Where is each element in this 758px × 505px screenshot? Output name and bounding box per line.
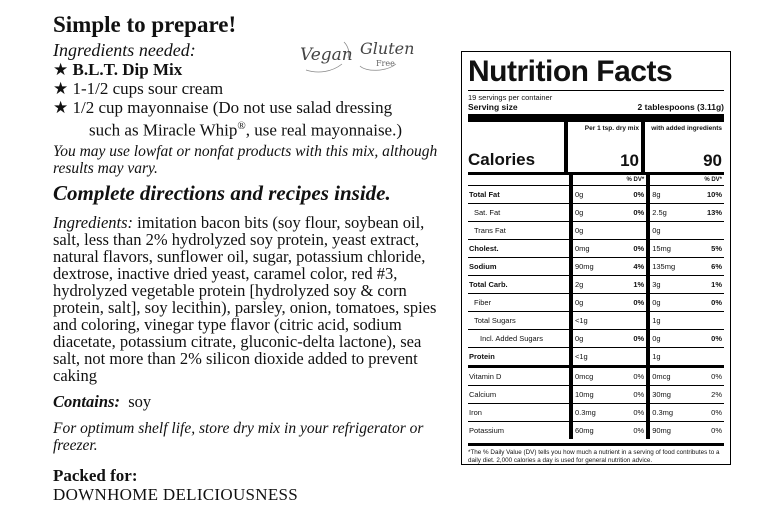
nutrition-title: Nutrition Facts <box>468 55 673 88</box>
prepare-heading: Simple to prepare! <box>53 12 237 37</box>
lowfat-note: You may use lowfat or nonfat products with this mix, although results may vary. <box>53 142 438 177</box>
nutrition-facts-panel <box>461 51 731 465</box>
vegan-logo: Vegan <box>300 45 353 65</box>
nutrient-row: Iron 0.3mg 0% 0.3mg 0% <box>468 404 724 422</box>
col2-calories: 90 <box>703 151 722 170</box>
nutrient-row: Sodium 90mg 4% 135mg 6% <box>468 258 724 276</box>
serving-size: Serving size 2 tablespoons (3.11g) <box>468 102 724 112</box>
diet-logos <box>296 34 416 83</box>
nutrient-row: Potassium 60mg 0% 90mg 0% <box>468 422 724 440</box>
nutrient-row: Fiber 0g 0% 0g 0% <box>468 294 724 312</box>
nutrient-row: Sat. Fat 0g 0% 2.5g 13% <box>468 204 724 222</box>
ingredients-label: Ingredients: <box>53 212 134 232</box>
list-item-continued: such as Miracle Whip®, use real mayonnaise.) <box>89 120 403 140</box>
nutrient-row: Calcium 10mg 0% 30mg 2% <box>468 386 724 404</box>
shelf-life-note: For optimum shelf life, store dry mix in your refrigerator or freezer. <box>53 419 424 454</box>
col1-calories: 10 <box>620 151 639 170</box>
list-item: ★ B.L.T. Dip Mix <box>53 60 183 79</box>
nutrient-row: Total Fat 0g 0% 8g 10% <box>468 186 724 204</box>
nutrient-row: Cholest. 0mg 0% 15mg 5% <box>468 240 724 258</box>
nutrient-row: Vitamin D 0mcg 0% 0mcg 0% <box>468 367 724 386</box>
vegan-gluten-free-logo <box>296 34 416 78</box>
ingredients-paragraph: Ingredients: imitation bacon bits (soy flour, soybean oil, salt, less than 2% hydrolyzed soy protein, yeast extract, natural flavors, sunflower oil, sugar, potassium chloride, dextrose, inactive dried yeast, caramel color, red #3, hydrolyzed vegetable protein [hydrolyzed soy & corn protein, salt], soy lecithin), parsley, onion, tomatoes, spies and coloring, vinegar type flavor (citric acid, sodium diacetate, potassium citrate, gluconic-delta lactone), sea salt, not more than 2% silicon dioxide added to prevent caking <box>53 212 437 385</box>
list-item: ★ 1-1/2 cups sour cream <box>53 79 224 98</box>
nutrient-row: Incl. Added Sugars 0g 0% 0g 0% <box>468 330 724 348</box>
nutrient-row: Total Sugars <1g 1g <box>468 312 724 330</box>
complete-directions: Complete directions and recipes inside. <box>53 180 391 205</box>
col1-header: Per 1 tsp. dry mix <box>584 125 639 132</box>
dv-footnote: *The % Daily Value (DV) tells you how much a nutrient in a serving of food contributes to a daily diet. 2,000 calories a day is used for general nutrition advice. <box>468 443 724 464</box>
company-name: DOWNHOME DELICIOUSNESS <box>53 484 299 504</box>
nutrient-table: % DV* % DV* Total Fat 0g 0% 8g 10% Sat. Fat 0g 0% 2.5g 13% Trans Fat 0g 0g Cholest. 0mg 0% 15mg 5% Sodium 90mg 4% 135mg 6% Total Carb. 2g 1% 3g 1% Fiber 0g 0% 0g 0% Total Sugars <1g 1g Incl. Added Sugars 0g 0% 0g 0% Protein <1g 1g Vitamin D 0mcg 0% 0mcg 0% Calcium 10mg 0% 30mg 2% Iron 0.3mg 0% 0.3mg 0% Potassium 60mg 0% 90mg 0% <box>468 172 724 439</box>
list-item: ★ 1/2 cup mayonnaise (Do not use salad dressing <box>53 98 393 117</box>
nutrient-row: Trans Fat 0g 0g <box>468 222 724 240</box>
left-column <box>53 10 438 505</box>
servings-per-container: 19 servings per container <box>468 93 553 102</box>
col2-header: with added ingredients <box>651 125 722 132</box>
calories-label: Calories <box>468 150 536 169</box>
free-logo: Free <box>376 59 395 68</box>
calories-header <box>468 122 724 172</box>
contains-line: Contains: soy <box>53 391 152 411</box>
nutrient-row: Protein <1g 1g <box>468 348 724 367</box>
nutrient-row: Total Carb. 2g 1% 3g 1% <box>468 276 724 294</box>
packed-for-label: Packed for: <box>53 465 138 485</box>
gluten-logo: Gluten <box>360 39 415 58</box>
ingredients-needed-label: Ingredients needed: <box>53 40 196 60</box>
